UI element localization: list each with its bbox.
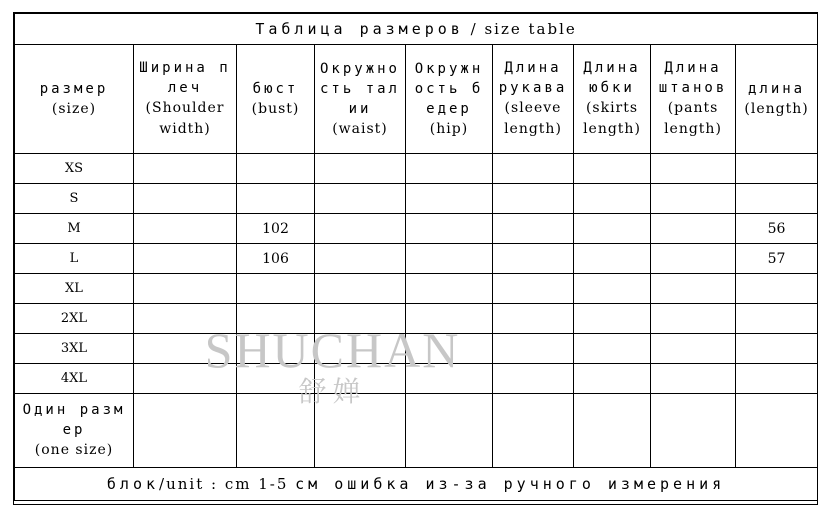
measurement-cell bbox=[134, 334, 237, 364]
column-header-ru: размер bbox=[39, 80, 109, 97]
measurement-cell bbox=[134, 364, 237, 394]
measurement-cell bbox=[406, 394, 493, 468]
size-table bbox=[14, 13, 818, 501]
column-header-ru: Окружность бедер bbox=[414, 60, 484, 117]
column-header-ru: Окружность талии bbox=[319, 60, 400, 117]
measurement-cell bbox=[736, 274, 818, 304]
measurement-cell bbox=[574, 154, 651, 184]
measurement-cell bbox=[493, 154, 574, 184]
watermark-cjk: 舒婵 bbox=[298, 375, 367, 408]
column-header-ru: Длина рукава bbox=[498, 60, 568, 96]
table-row bbox=[15, 274, 818, 304]
measurement-cell bbox=[134, 394, 237, 468]
measurement-cell bbox=[237, 154, 315, 184]
measurement-cell bbox=[134, 154, 237, 184]
footer-ru-suffix: см ошибка из-за ручного измерения bbox=[295, 475, 726, 493]
measurement-cell bbox=[134, 304, 237, 334]
measurement-cell bbox=[406, 274, 493, 304]
column-header bbox=[574, 45, 651, 154]
column-header bbox=[134, 45, 237, 154]
table-body bbox=[15, 154, 818, 394]
measurement-cell bbox=[406, 214, 493, 244]
measurement-cell bbox=[736, 304, 818, 334]
measurement-cell bbox=[651, 154, 736, 184]
measurement-cell bbox=[651, 304, 736, 334]
measurement-cell bbox=[736, 394, 818, 468]
header-row bbox=[15, 45, 818, 154]
column-header-en: (length) bbox=[744, 100, 809, 117]
size-cell: S bbox=[15, 184, 134, 214]
column-header-ru: Длина штанов bbox=[658, 60, 728, 96]
measurement-cell bbox=[237, 394, 315, 468]
measurement-cell bbox=[651, 394, 736, 468]
one-size-en: (one size) bbox=[34, 442, 114, 458]
column-header-en: (hip) bbox=[429, 120, 469, 137]
footer-en-unit: /unit : cm 1-5 bbox=[159, 475, 289, 493]
column-header-ru: Длина юбки bbox=[583, 60, 641, 96]
measurement-cell bbox=[574, 304, 651, 334]
measurement-cell bbox=[493, 244, 574, 274]
measurement-cell bbox=[134, 274, 237, 304]
column-header-ru: длина bbox=[747, 80, 806, 97]
measurement-cell bbox=[493, 274, 574, 304]
measurement-cell bbox=[134, 214, 237, 244]
table-row bbox=[15, 304, 818, 334]
measurement-cell: 57 bbox=[736, 244, 818, 274]
measurement-cell bbox=[315, 154, 406, 184]
column-header-en: (Shoulder width) bbox=[145, 100, 225, 137]
measurement-cell bbox=[651, 214, 736, 244]
size-cell: L bbox=[15, 244, 134, 274]
measurement-cell bbox=[406, 304, 493, 334]
column-header-en: (bust) bbox=[251, 100, 300, 117]
column-header bbox=[406, 45, 493, 154]
measurement-cell bbox=[315, 394, 406, 468]
measurement-cell bbox=[315, 364, 406, 394]
table-row bbox=[15, 364, 818, 394]
size-cell: XS bbox=[15, 154, 134, 184]
measurement-cell bbox=[315, 184, 406, 214]
column-header-en: (size) bbox=[51, 100, 97, 117]
one-size-row bbox=[15, 394, 818, 468]
measurement-cell bbox=[651, 274, 736, 304]
column-header-ru: бюст bbox=[252, 80, 299, 97]
measurement-cell bbox=[574, 364, 651, 394]
measurement-cell bbox=[574, 334, 651, 364]
measurement-cell bbox=[574, 244, 651, 274]
measurement-cell: 102 bbox=[237, 214, 315, 244]
measurement-cell bbox=[651, 364, 736, 394]
measurement-cell bbox=[406, 364, 493, 394]
table-row bbox=[15, 154, 818, 184]
measurement-cell bbox=[134, 244, 237, 274]
measurement-cell bbox=[406, 334, 493, 364]
measurement-cell bbox=[493, 304, 574, 334]
column-header-ru: Ширина плеч bbox=[139, 60, 231, 96]
measurement-cell bbox=[736, 154, 818, 184]
column-header bbox=[651, 45, 736, 154]
size-cell: 4XL bbox=[15, 364, 134, 394]
one-size-label bbox=[15, 394, 134, 468]
size-cell: XL bbox=[15, 274, 134, 304]
measurement-cell bbox=[651, 184, 736, 214]
measurement-cell bbox=[493, 184, 574, 214]
table-row bbox=[15, 244, 818, 274]
column-header bbox=[237, 45, 315, 154]
column-header bbox=[15, 45, 134, 154]
measurement-cell bbox=[651, 334, 736, 364]
measurement-cell bbox=[574, 184, 651, 214]
measurement-cell bbox=[237, 334, 315, 364]
size-cell: M bbox=[15, 214, 134, 244]
measurement-cell bbox=[574, 274, 651, 304]
measurement-cell bbox=[315, 244, 406, 274]
measurement-cell bbox=[736, 184, 818, 214]
table-title bbox=[15, 14, 818, 45]
column-header bbox=[315, 45, 406, 154]
one-size-ru: Один размер bbox=[22, 402, 126, 438]
measurement-cell bbox=[736, 334, 818, 364]
column-header bbox=[493, 45, 574, 154]
measurement-cell bbox=[736, 364, 818, 394]
title-en: / size table bbox=[470, 20, 577, 38]
measurement-cell bbox=[493, 364, 574, 394]
size-cell: 3XL bbox=[15, 334, 134, 364]
measurement-cell bbox=[406, 244, 493, 274]
size-cell: 2XL bbox=[15, 304, 134, 334]
measurement-cell bbox=[237, 274, 315, 304]
measurement-cell: 56 bbox=[736, 214, 818, 244]
title-ru: Таблица размеров bbox=[255, 20, 464, 38]
column-header-en: (waist) bbox=[332, 120, 388, 137]
measurement-cell bbox=[651, 244, 736, 274]
watermark-latin: SHUCHAN bbox=[204, 322, 461, 378]
table-footer bbox=[15, 468, 818, 501]
table-row bbox=[15, 184, 818, 214]
table-row bbox=[15, 334, 818, 364]
measurement-cell bbox=[315, 214, 406, 244]
measurement-cell bbox=[574, 394, 651, 468]
measurement-cell bbox=[134, 184, 237, 214]
measurement-cell bbox=[493, 214, 574, 244]
footer-ru-prefix: блок bbox=[106, 475, 160, 493]
measurement-cell bbox=[493, 394, 574, 468]
column-header-en: (sleeve length) bbox=[504, 100, 562, 137]
measurement-cell: 106 bbox=[237, 244, 315, 274]
measurement-cell bbox=[406, 184, 493, 214]
column-header-en: (skirts length) bbox=[583, 100, 641, 137]
measurement-cell bbox=[315, 274, 406, 304]
measurement-cell bbox=[574, 214, 651, 244]
measurement-cell bbox=[315, 334, 406, 364]
column-header bbox=[736, 45, 818, 154]
table-row bbox=[15, 214, 818, 244]
measurement-cell bbox=[315, 304, 406, 334]
measurement-cell bbox=[406, 154, 493, 184]
size-table-sheet bbox=[13, 12, 818, 505]
column-header-en: (pants length) bbox=[664, 100, 722, 137]
measurement-cell bbox=[237, 364, 315, 394]
measurement-cell bbox=[237, 304, 315, 334]
measurement-cell bbox=[237, 184, 315, 214]
measurement-cell bbox=[493, 334, 574, 364]
